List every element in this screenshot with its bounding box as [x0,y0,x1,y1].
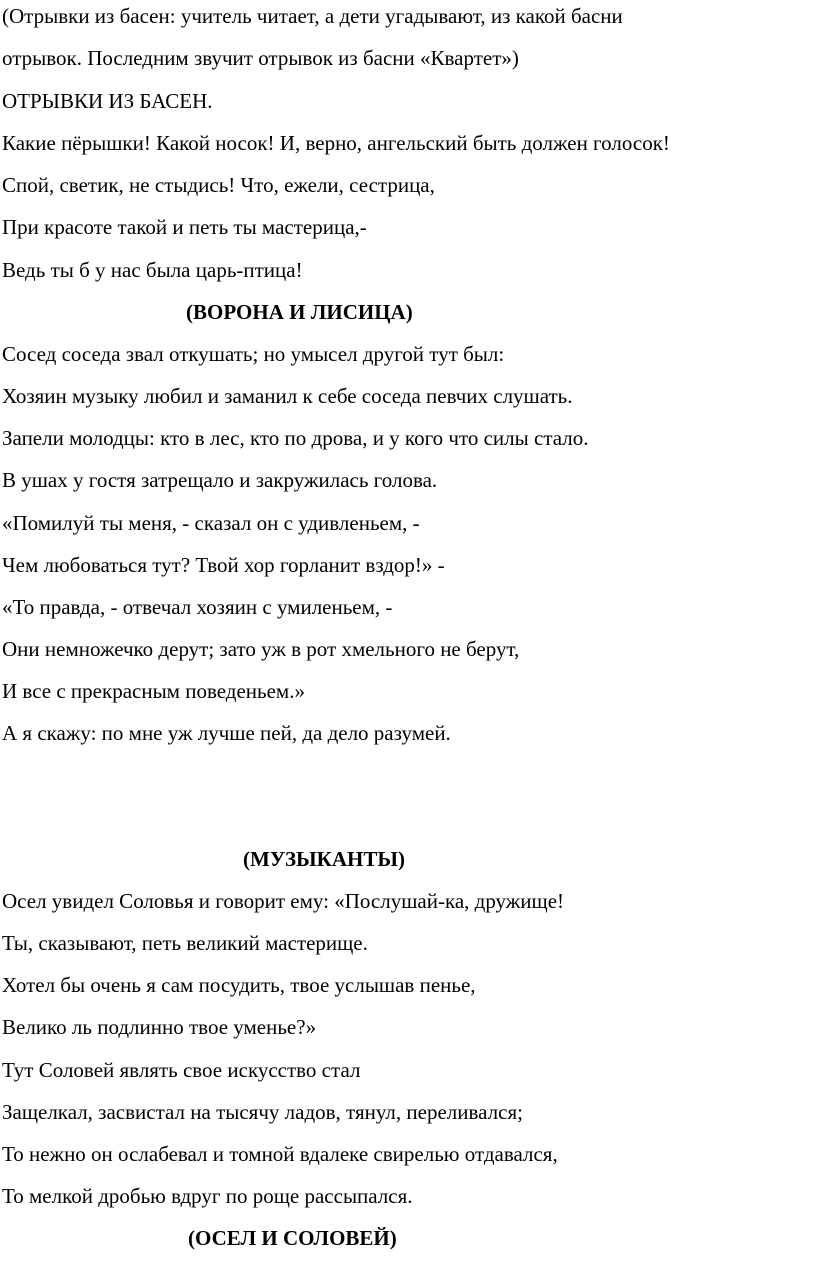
fable-line: А я скажу: по мне уж лучше пей, да дело разумей. [2,721,451,745]
fable-line: Какие пёрышки! Какой носок! И, верно, ангельский быть должен голосок! [2,131,670,155]
fable-line: И все с прекрасным поведеньем.» [2,679,305,703]
fable-line: Ведь ты б у нас была царь-птица! [2,258,303,282]
fable-line: Ты, сказывают, петь великий мастерище. [2,931,368,955]
intro-line: отрывок. Последним звучит отрывок из басни «Квартет») [2,46,519,70]
fable-line: Велико ль подлинно твое уменье?» [2,1015,317,1039]
fable-line: То мелкой дробью вдруг по роще рассыпался. [2,1184,413,1208]
fable-answer-heading: (МУЗЫКАНТЫ) [243,847,406,871]
fable-line: Хотел бы очень я сам посудить, твое услышав пенье, [2,973,476,997]
fable-line: Сосед соседа звал откушать; но умысел другой тут был: [2,342,505,366]
fable-line: «То правда, - отвечал хозяин с умиленьем, - [2,595,393,619]
fable-line: Они немножечко дерут; зато уж в рот хмельного не берут, [2,637,520,661]
fable-line: Осел увидел Соловья и говорит ему: «Послушай-ка, дружище! [2,889,565,913]
fable-line: В ушах у гостя затрещало и закружилась голова. [2,468,438,492]
fable-answer-heading: (ВОРОНА И ЛИСИЦА) [186,300,413,324]
fable-line: Запели молодцы: кто в лес, кто по дрова, и у кого что силы стало. [2,426,589,450]
fable-line: При красоте такой и петь ты мастерица,- [2,215,367,239]
fable-line: Спой, светик, не стыдись! Что, ежели, сестрица, [2,173,435,197]
fable-answer-heading: (ОСЕЛ И СОЛОВЕЙ) [188,1226,397,1250]
fable-line: Хозяин музыку любил и заманил к себе соседа певчих слушать. [2,384,573,408]
fable-line: Тут Соловей являть свое искусство стал [2,1058,361,1082]
document-title: ОТРЫВКИ ИЗ БАСЕН. [2,89,213,113]
fable-line: Чем любоваться тут? Твой хор горланит вздор!» - [2,553,445,577]
fable-line: То нежно он ослабевал и томной вдалеке свирелью отдавался, [2,1142,558,1166]
intro-line: (Отрывки из басен: учитель читает, а дети угадывают, из какой басни [2,4,623,28]
fable-line: «Помилуй ты меня, - сказал он с удивленьем, - [2,511,420,535]
fable-line: Защелкал, засвистал на тысячу ладов, тянул, переливался; [2,1100,523,1124]
